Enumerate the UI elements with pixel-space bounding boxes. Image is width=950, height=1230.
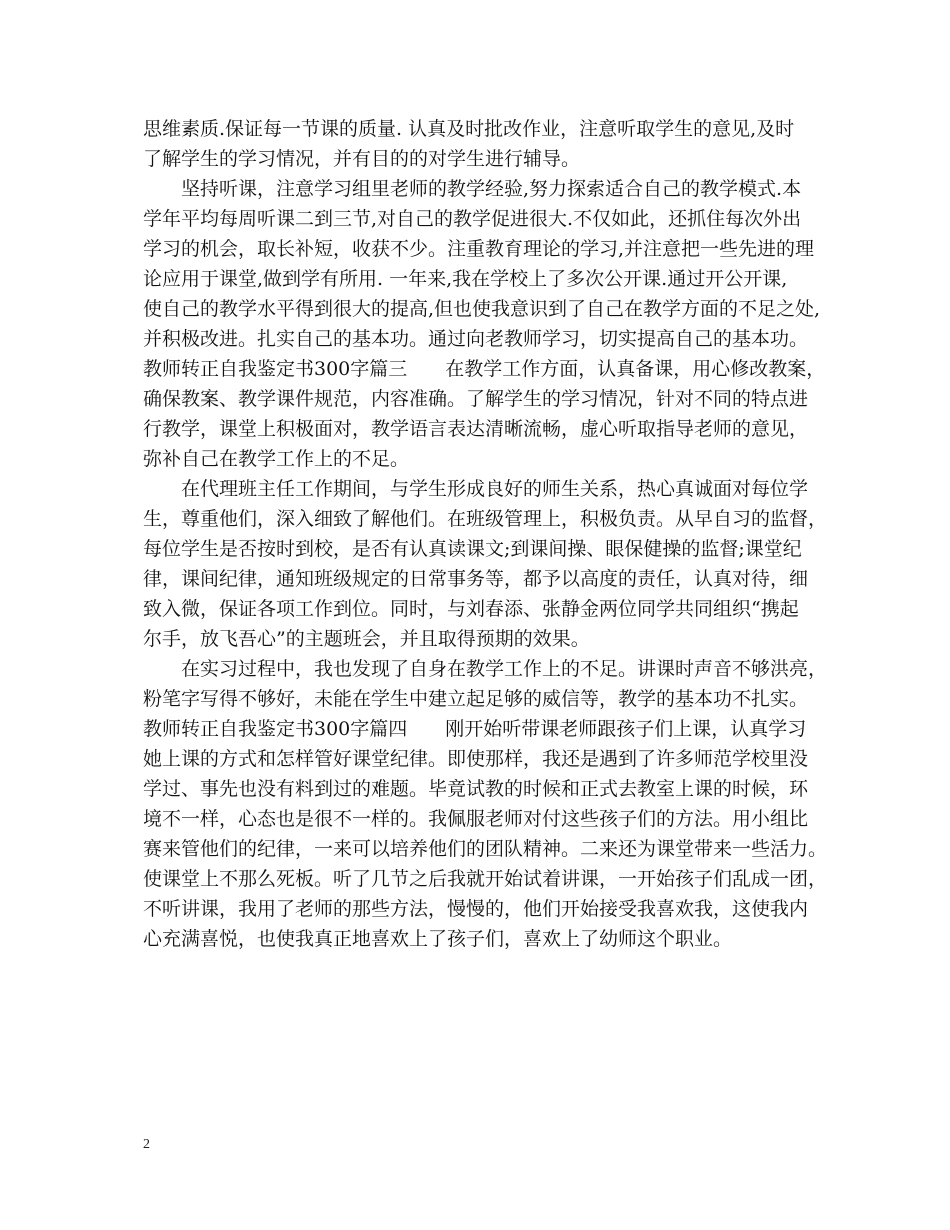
text-line: 了解学生的学习情况，并有目的的对学生进行辅导。 xyxy=(143,148,581,170)
text-line: 致入微，保证各项工作到位。同时，与刘春添、张静金两位同学共同组织“携起 xyxy=(143,598,799,620)
text-line: 粉笔字写得不够好，未能在学生中建立起足够的威信等，教学的基本功不扎实。 xyxy=(143,688,809,710)
text-line: 心充满喜悦，也使我真正地喜欢上了孩子们，喜欢上了幼师这个职业。 xyxy=(143,928,733,950)
section-heading-line: 教师转正自我鉴定书300字篇三 在教学工作方面，认真备课，用心修改教案， xyxy=(143,358,826,380)
text-line: 学过、事先也没有料到过的难题。毕竟试教的时候和正式去教室上课的时候，环 xyxy=(143,778,809,800)
text-line: 生，尊重他们，深入细致了解他们。在班级管理上，积极负责。从早自习的监督， xyxy=(143,508,828,530)
paragraph-first-line: 在代理班主任工作期间，与学生形成良好的师生关系，热心真诚面对每位学 xyxy=(181,478,809,500)
text-line: 行教学，课堂上积极面对，教学语言表达清晰流畅，虚心听取指导老师的意见， xyxy=(143,418,809,440)
text-line: 思维素质.保证每一节课的质量. 认真及时批改作业，注意听取学生的意见,及时 xyxy=(143,118,795,140)
text-line: 使自己的教学水平得到很大的提高,但也使我意识到了自己在教学方面的不足之处, xyxy=(143,298,821,320)
text-line: 学年平均每周听课二到三节,对自己的教学促进很大.不仅如此，还抓住每次外出 xyxy=(143,208,802,230)
document-body xyxy=(143,114,828,954)
text-line: 弥补自己在教学工作上的不足。 xyxy=(143,448,410,470)
section-heading-line: 教师转正自我鉴定书300字篇四 刚开始听带课老师跟孩子们上课，认真学习 xyxy=(143,718,807,740)
text-line: 并积极改进。扎实自己的基本功。通过向老教师学习，切实提高自己的基本功。 xyxy=(143,328,809,350)
paragraph-first-line: 坚持听课，注意学习组里老师的教学经验,努力探索适合自己的教学模式.本 xyxy=(181,178,802,200)
text-line: 学习的机会，取长补短，收获不少。注重教育理论的学习,并注意把一些先进的理 xyxy=(143,238,815,260)
text-line: 每位学生是否按时到校，是否有认真读课文;到课间操、眼保健操的监督;课堂纪 xyxy=(143,538,802,560)
text-line: 确保教案、教学课件规范，内容准确。了解学生的学习情况，针对不同的特点进 xyxy=(143,388,809,410)
text-line: 赛来管他们的纪律，一来可以培养他们的团队精神。二来还为课堂带来一些活力。 xyxy=(143,838,828,860)
text-line: 她上课的方式和怎样管好课堂纪律。即使那样，我还是遇到了许多师范学校里没 xyxy=(143,748,809,770)
page-number: 2 xyxy=(143,1137,150,1152)
text-line: 尔手，放飞吾心”的主题班会，并且取得预期的效果。 xyxy=(143,628,590,650)
text-line: 使课堂上不那么死板。听了几节之后我就开始试着讲课，一开始孩子们乱成一团， xyxy=(143,868,828,890)
text-line: 论应用于课堂,做到学有所用. 一年来,我在学校上了多次公开课.通过开公开课, xyxy=(143,268,788,290)
paragraph-first-line: 在实习过程中，我也发现了自身在教学工作上的不足。讲课时声音不够洪亮， xyxy=(181,658,828,680)
text-line: 境不一样，心态也是很不一样的。我佩服老师对付这些孩子们的方法。用小组比 xyxy=(143,808,809,830)
text-line: 律，课间纪律，通知班级规定的日常事务等，都予以高度的责任，认真对待，细 xyxy=(143,568,809,590)
text-line: 不听讲课，我用了老师的那些方法，慢慢的，他们开始接受我喜欢我，这使我内 xyxy=(143,898,809,920)
